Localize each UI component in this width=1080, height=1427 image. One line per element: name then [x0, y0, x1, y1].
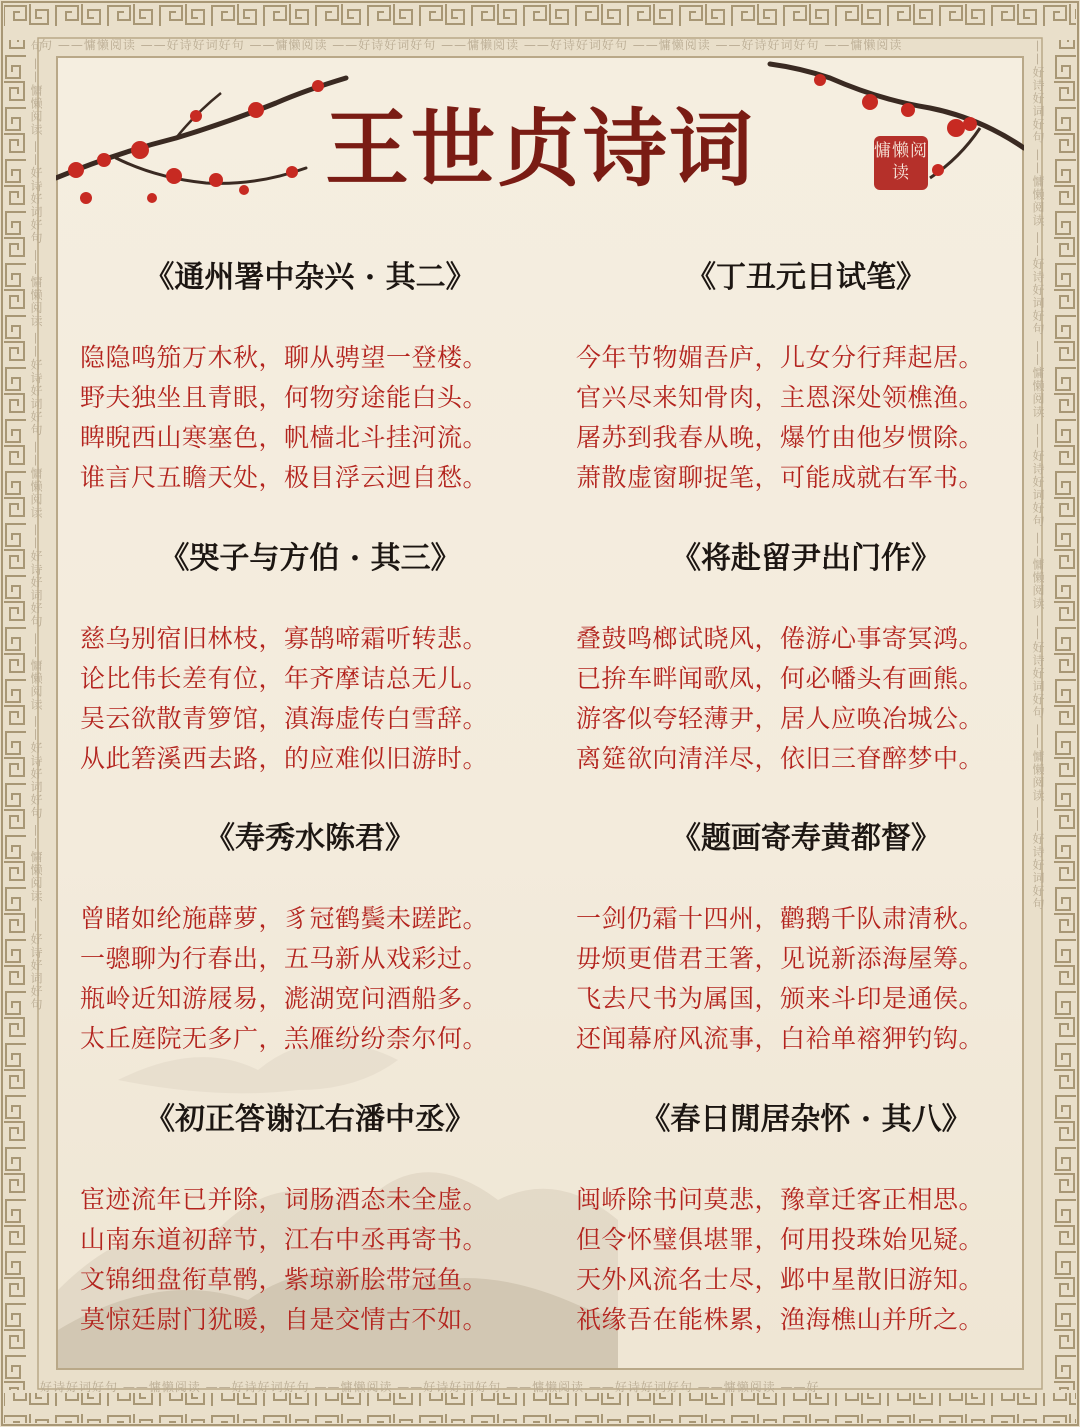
poem-line: 游客似夸轻薄尹，居人应唤冶城公。	[576, 704, 985, 733]
poem-block	[80, 813, 540, 1059]
poem-title: 《初正答谢江右潘中丞》	[145, 1102, 475, 1137]
poem-line: 文锦细盘衔草鹘，紫琼新脍带冠鱼。	[80, 1265, 489, 1294]
poem-line: 隐隐鸣笳万木秋，聊从骋望一登楼。	[80, 343, 489, 372]
poem-line: 一骢聊为行春出，五马新从戏彩过。	[80, 944, 489, 973]
poem-title: 《题画寄寿黄都督》	[671, 821, 941, 856]
poem-title: 《哭子与方伯 · 其三》	[159, 541, 461, 576]
watermark-right: ——好诗好词好句 ——慵懒阅读 ——好诗好词好句 ——慵懒阅读 ——好诗好词好句 ——慵懒阅读 ——好诗好词好句 ——慵懒阅读 ——好诗好词好句	[1031, 40, 1045, 911]
poem-line: 野夫独坐且青眼，何物穷途能白头。	[80, 383, 489, 412]
poem-line: 还闻幕府风流事，白袷单褣狎钓钩。	[576, 1024, 985, 1053]
poem-line: 但令怀璧俱堪罪，何用投珠始见疑。	[576, 1225, 985, 1254]
watermark-bottom: 好诗好词好句 ——慵懒阅读 ——好诗好词好句 ——慵懒阅读 ——好诗好词好句 ——慵懒阅读 ——好诗好词好句 ——慵懒阅读 ——好	[40, 1380, 820, 1394]
poem-line: 谁言尺五瞻天处，极目浮云迥自愁。	[80, 463, 489, 492]
poem-line: 官兴尽来知骨肉，主恩深处领樵渔。	[576, 383, 985, 412]
poem-line: 叠鼓鸣榔试晓风，倦游心事寄冥鸿。	[576, 624, 985, 653]
poem-line: 闽峤除书问莫悲，豫章迁客正相思。	[576, 1185, 985, 1214]
poem-title: 《寿秀水陈君》	[205, 821, 415, 856]
poem-line: 莫惊廷尉门犹暖，自是交情古不如。	[80, 1305, 489, 1334]
poem-title: 《春日閒居杂怀 · 其八》	[640, 1102, 972, 1137]
poem-line: 一剑仍霜十四州，鹳鹅千队肃清秋。	[576, 904, 985, 933]
poem-block	[80, 252, 540, 498]
poem-title: 《通州署中杂兴 · 其二》	[144, 260, 476, 295]
poem-line: 祇缘吾在能株累，渔海樵山并所之。	[576, 1305, 985, 1334]
poem-title: 《丁丑元日试笔》	[686, 260, 926, 295]
watermark-left: 句 ——慵懒阅读 ——好诗好词好句 ——慵懒阅读 ——好诗好词好句 ——慵懒阅读 ——好诗好词好句 ——慵懒阅读 ——好诗好词好句 ——慵懒阅读 ——好诗好词好句	[29, 40, 43, 1012]
poem-line: 瓶岭近知游屐易，滮湖宽问酒船多。	[80, 984, 489, 1013]
poem-line: 太丘庭院无多广，羔雁纷纷柰尔何。	[80, 1024, 489, 1053]
poem-line: 从此箬溪西去路，的应难似旧游时。	[80, 744, 489, 773]
poem-line: 天外风流名士尽，邺中星散旧游知。	[576, 1265, 985, 1294]
poem-block	[576, 1094, 1036, 1340]
poem-line: 山南东道初辞节，江右中丞再寄书。	[80, 1225, 489, 1254]
poem-line: 已拚车畔闻歌凤，何必幡头有画熊。	[576, 664, 985, 693]
poem-title: 《将赴留尹出门作》	[671, 541, 941, 576]
poem-line: 吴云欲散青箩馆，滇海虚传白雪辞。	[80, 704, 489, 733]
poem-line: 离筵欲向清洋尽，依旧三眘醉梦中。	[576, 744, 985, 773]
poem-line: 今年节物媚吾庐，儿女分行拜起居。	[576, 343, 985, 372]
poem-line: 慈乌别宿旧林枝，寡鹄啼霜听转悲。	[80, 624, 489, 653]
poem-line: 萧散虚窗聊捉笔，可能成就右军书。	[576, 463, 985, 492]
poem-line: 飞去尺书为属国，颁来斗印是通侯。	[576, 984, 985, 1013]
poem-line: 屠苏到我春从晚，爆竹由他岁惯除。	[576, 423, 985, 452]
poem-line: 曾睹如纶施薜萝，豸冠鹤鬓未蹉跎。	[80, 904, 489, 933]
seal-stamp: 慵懒阅读	[874, 136, 928, 190]
poem-block	[576, 533, 1036, 779]
poem-block	[576, 813, 1036, 1059]
poem-line: 睥睨西山寒塞色，帆樯北斗挂河流。	[80, 423, 489, 452]
poem-block	[80, 533, 540, 779]
poem-block	[576, 252, 1036, 498]
poem-block	[80, 1094, 540, 1340]
poem-line: 论比伟长差有位，年齐摩诘总无儿。	[80, 664, 489, 693]
poem-line: 毋烦更借君王箸，见说新添海屋筹。	[576, 944, 985, 973]
page-title: 王世贞诗词	[324, 99, 755, 198]
watermark-top: 句 ——慵懒阅读 ——好诗好词好句 ——慵懒阅读 ——好诗好词好句 ——慵懒阅读 ——好诗好词好句 ——慵懒阅读 ——好诗好词好句 ——慵懒阅读	[40, 38, 903, 52]
poem-line: 宦迹流年已并除，词肠酒态未全虚。	[80, 1185, 489, 1214]
